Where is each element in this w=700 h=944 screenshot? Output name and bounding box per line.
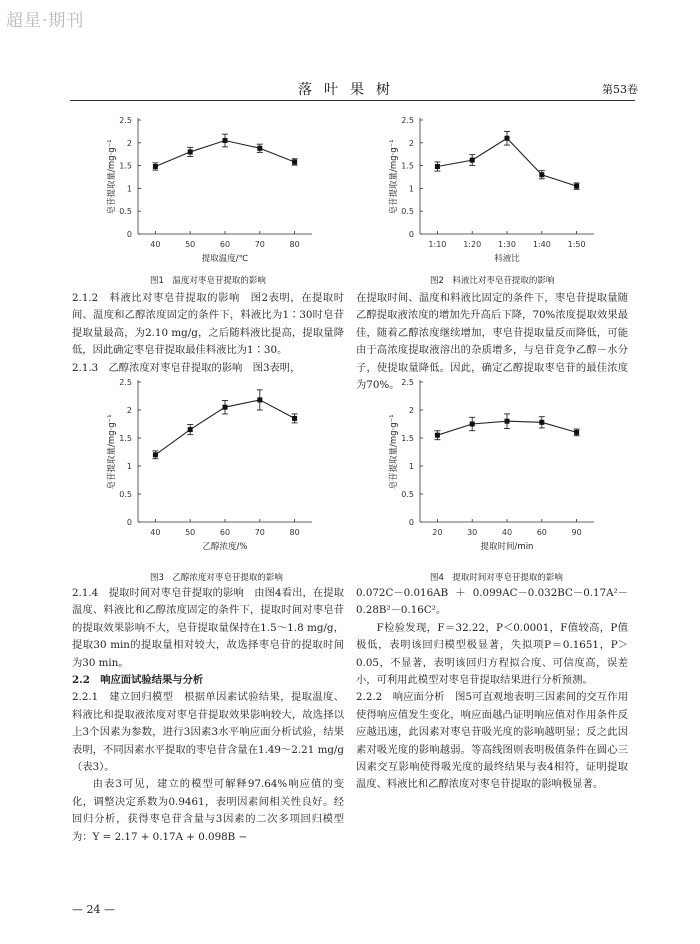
y-tick-label: 2 (408, 406, 414, 415)
y-axis-label: 皂苷提取量/mg·g⁻¹ (389, 414, 399, 490)
caption-fig2: 图2 料液比对枣皂苷提取的影响 (430, 276, 555, 286)
x-tick-label: 40 (150, 528, 161, 537)
x-tick-label: 1:20 (463, 240, 482, 249)
y-tick-label: 0 (408, 230, 414, 239)
paragraph-ethanol: 在提取时间、温度和料液比固定的条件下，枣皂苷提取量随乙醇提取液浓度的增加先升高后下降，70%浓度提取效果最佳，随着乙醇浓度继续增加，枣皂苷提取量反而降低，可能由于高浓度提取液溶出的杂质增多，与皂苷竞争乙醇－水分子，使提取量降低。因此，确定乙醇提取枣皂苷的最佳浓度为70%。 (356, 292, 628, 392)
caption-fig1: 图1 温度对枣皂苷提取的影响 (150, 276, 266, 286)
data-point (153, 452, 158, 457)
x-axis-label: 乙醇浓度/% (202, 542, 248, 552)
data-point (539, 172, 544, 177)
data-point (470, 158, 475, 163)
data-point (257, 397, 262, 402)
left-column-lower (72, 585, 344, 846)
paragraph-2-2-2: 2.2.2 响应面分析 图5可直观地表明三因素间的交互作用使得响应值发生变化，响应面越凸证明响应值对作用条件反应越迅速，此因素对枣皂苷吸光度的影响越明显；反之此因素对吸光度的影响越弱。等高线图则表明极值条件在圆心三因素交互影响使得吸光度的最终结果与表4相符，证明提取温度、料液比和乙醇浓度对枣皂苷提取的影响极显著。 (356, 691, 628, 791)
x-axis-label: 提取温度/℃ (201, 254, 249, 264)
data-point (435, 433, 440, 438)
paragraph-2-1-2: 2.1.2 料液比对枣皂苷提取的影响 图2表明，在提取时间、温度和乙醇浓度固定的条件下，料液比为1∶30时皂苷提取量最高，为2.10 mg/g，之后随料液比提高，提取量降低，因此确定枣皂苷提取最佳料液比为1∶30。 (72, 292, 344, 357)
volume-label: 第53卷 (602, 83, 638, 96)
data-point (539, 420, 544, 425)
data-point (470, 422, 475, 427)
paragraph-2-1-3: 2.1.3 乙醇浓度对枣皂苷提取的影响 图3表明， (72, 361, 301, 374)
x-tick-label: 80 (289, 240, 300, 249)
paragraph-2-2-1: 2.2.1 建立回归模型 根据单因素试验结果，提取温度、料液比和提取液浓度对枣皂苷提取效果影响较大，故选择以上3个因素为参数，进行3因素3水平响应面分析试验，结果表明，不同因素水平提取的枣皂苷含量在1.49～2.21 mg/g（表3）。 (72, 691, 344, 774)
data-point (223, 138, 228, 143)
y-tick-label: 1.5 (401, 161, 414, 171)
y-tick-label: 1 (126, 184, 132, 194)
chart-fig2-svg (380, 110, 608, 272)
y-tick-label: 1.5 (119, 161, 132, 171)
y-tick-label: 1.5 (401, 434, 414, 443)
paragraph-2-1-4: 2.1.4 提取时间对枣皂苷提取的影响 由图4看出，在提取温度、料液比和乙醇浓度固定的条件下，提取时间对枣皂苷的提取效果影响不大，皂苷提取量保持在1.5～1.8 mg/g，提取30 min的提取量相对较大，故选择枣皂苷的提取时间为30 min。 (72, 587, 344, 669)
heading-2-2: 2.2 响应面试验结果与分析 (72, 674, 204, 687)
chart-fig3-svg (98, 372, 326, 560)
chart-fig3 (98, 372, 326, 560)
x-tick-label: 50 (185, 240, 196, 249)
y-tick-label: 2.5 (401, 116, 414, 125)
data-point (257, 146, 262, 151)
page-number: — 24 — (72, 903, 115, 916)
y-tick-label: 1 (408, 184, 414, 194)
x-tick-label: 50 (185, 528, 196, 537)
x-tick-label: 60 (219, 240, 231, 249)
data-point (188, 149, 193, 154)
y-tick-label: 1.5 (119, 434, 132, 443)
y-tick-label: 2.5 (119, 378, 132, 387)
paragraph-equation-cont: 0.072C－0.016AB＋0.099AC－0.032BC－0.17A²－0.28B²－0.16C²。 (356, 587, 628, 617)
x-tick-label: 1:30 (498, 240, 516, 249)
y-tick-label: 0 (408, 518, 414, 527)
x-tick-label: 40 (150, 240, 161, 249)
chart-fig1 (98, 110, 326, 272)
y-tick-label: 0.5 (401, 207, 414, 217)
right-column-lower (356, 585, 628, 794)
y-tick-label: 0 (126, 230, 132, 239)
paragraph-f-test: F检验发现，F＝32.22，P＜0.0001，F值较高，P值极低，表明该回归模型极显著，失拟项P＝0.1651，P＞0.05，不显著，表明该回归方程拟合度、可信度高，误差小，可利用此模型对枣皂苷提取结果进行分析预测。 (356, 621, 628, 687)
x-tick-label: 60 (219, 528, 231, 537)
x-axis-label: 料液比 (494, 254, 520, 264)
chart-fig4-svg (380, 372, 608, 560)
y-tick-label: 2.5 (119, 116, 132, 125)
y-axis-label: 皂苷提取量/mg·g⁻¹ (389, 139, 399, 215)
y-tick-label: 0.5 (119, 490, 132, 499)
x-tick-label: 1:40 (532, 240, 551, 249)
data-point (505, 136, 510, 141)
x-tick-label: 70 (254, 528, 265, 537)
y-tick-label: 2 (126, 406, 132, 415)
x-tick-label: 1:10 (428, 240, 447, 249)
caption-fig4: 图4 提取时间对枣皂苷提取的影响 (430, 573, 563, 583)
chart-fig4 (380, 372, 608, 560)
y-tick-label: 2 (126, 138, 132, 148)
x-tick-label: 20 (432, 528, 443, 537)
y-tick-label: 1 (126, 462, 132, 471)
data-point (153, 164, 158, 169)
caption-fig3: 图3 乙醇浓度对枣皂苷提取的影响 (150, 573, 283, 583)
chart-fig1-svg (98, 110, 326, 272)
y-tick-label: 2.5 (401, 378, 414, 387)
paragraph-model: 由表3可见，建立的模型可解释97.64%响应值的变化，调整决定系数为0.9461，表明因素间相关性良好。经回归分析，获得枣皂苷含量与3因素的二次多项回归模型为：Y = 2.17 + 0.17A + 0.098B − (72, 778, 344, 843)
x-tick-label: 40 (501, 528, 513, 537)
data-point (188, 427, 193, 432)
data-point (574, 184, 579, 189)
data-point (574, 430, 579, 435)
y-tick-label: 0.5 (401, 490, 414, 499)
x-tick-label: 30 (467, 528, 478, 537)
journal-title: 落叶果树 (298, 82, 402, 98)
right-column-upper (356, 290, 628, 394)
chart-fig2 (380, 110, 608, 272)
data-point (223, 405, 228, 410)
x-tick-label: 70 (254, 240, 265, 249)
left-column-upper (72, 290, 344, 377)
x-tick-label: 90 (571, 528, 582, 537)
data-point (292, 416, 297, 421)
y-tick-label: 1 (408, 462, 414, 471)
y-tick-label: 0 (126, 518, 132, 527)
y-axis-label: 皂苷提取量/mg·g⁻¹ (107, 139, 117, 215)
header-rule (70, 100, 635, 101)
x-axis-label: 提取时间/min (480, 542, 534, 552)
y-tick-label: 0.5 (119, 207, 132, 217)
y-axis-label: 皂苷提取量/mg·g⁻¹ (107, 414, 117, 490)
x-tick-label: 60 (536, 528, 547, 537)
x-tick-label: 80 (289, 528, 300, 537)
data-point (435, 164, 440, 169)
data-point (505, 419, 510, 424)
watermark: 超星·期刊 (6, 11, 85, 31)
y-tick-label: 2 (408, 138, 414, 148)
data-point (292, 159, 297, 164)
x-tick-label: 1:50 (567, 240, 586, 249)
